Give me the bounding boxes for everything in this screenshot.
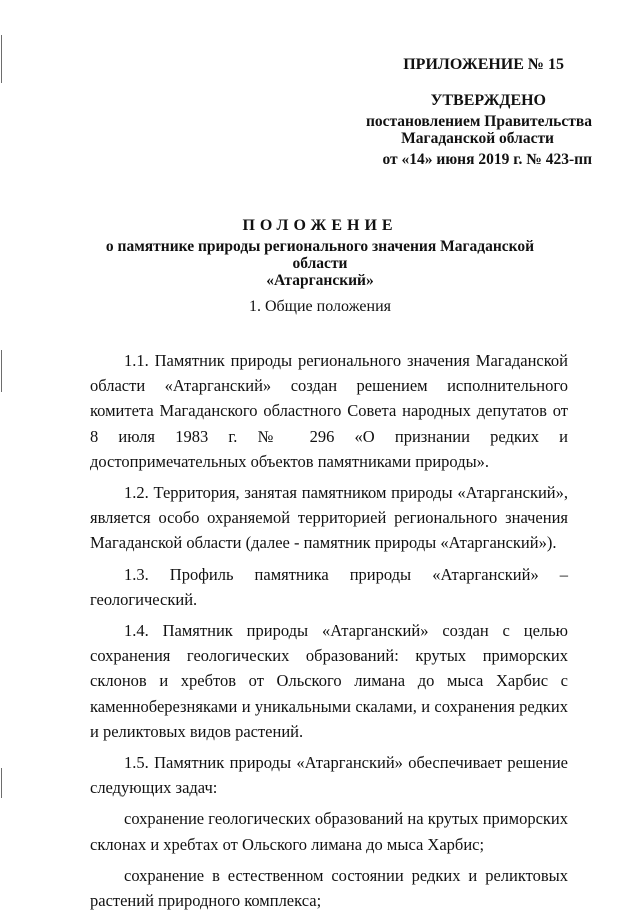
scan-edge-mark [1,35,2,83]
task-item-geology: сохранение геологических образований на крутых приморских склонах и хребтах от Ольского лимана до мыса Харбис; [90,809,568,854]
document-title: ПОЛОЖЕНИЕ [242,217,398,234]
scan-edge-mark [1,768,2,798]
appendix-number: ПРИЛОЖЕНИЕ № 15 [403,56,564,73]
document-subtitle-line1: о памятнике природы регионального значения Магаданской области [105,238,535,272]
paragraph-1-5: 1.5. Памятник природы «Атарганский» обеспечивает решение следующих задач: [90,753,568,798]
body-text [90,348,568,919]
task-item-plants: сохранение в естественном состоянии редких и реликтовых растений природного комплекса; [90,865,568,911]
section-heading: 1. Общие положения [248,298,392,315]
approved-by-line2: Магаданской области [401,130,554,147]
paragraph-1-4: 1.4. Памятник природы «Атарганский» создан с целью сохранения геологических образований: крутых приморских склонов и хребтов от Ольского лимана до мыса Харбис с каменноберезняками и уникальными скалами, и сохранения редких и реликтовых видов растений. [90,621,568,741]
paragraph-1-2: 1.2. Территория, занятая памятником природы «Атарганский», является особо охраняемой территорией регионального значения Магаданской области (далее - памятник природы «Атарганский»). [90,483,568,553]
approved-stamp: УТВЕРЖДЕНО [430,92,546,109]
paragraph-1-1: 1.1. Памятник природы регионального значения Магаданской области «Атарганский» создан решением исполнительного комитета Магаданского областного Совета народных депутатов от 8 июля 1983 г. № 296 «О признании редких и достопримечательных объектов памятниками природы». [90,351,568,471]
title-block [80,216,560,289]
approved-by-line1: постановлением Правительства [365,113,592,130]
paragraph-1-3: 1.3. Профиль памятника природы «Атарганский» – геологический. [90,564,568,609]
document-subtitle-line2: «Атарганский» [266,272,374,289]
scan-edge-mark [1,350,2,392]
approval-block [332,56,592,168]
approved-date: от «14» июня 2019 г. № 423-пп [382,151,592,168]
